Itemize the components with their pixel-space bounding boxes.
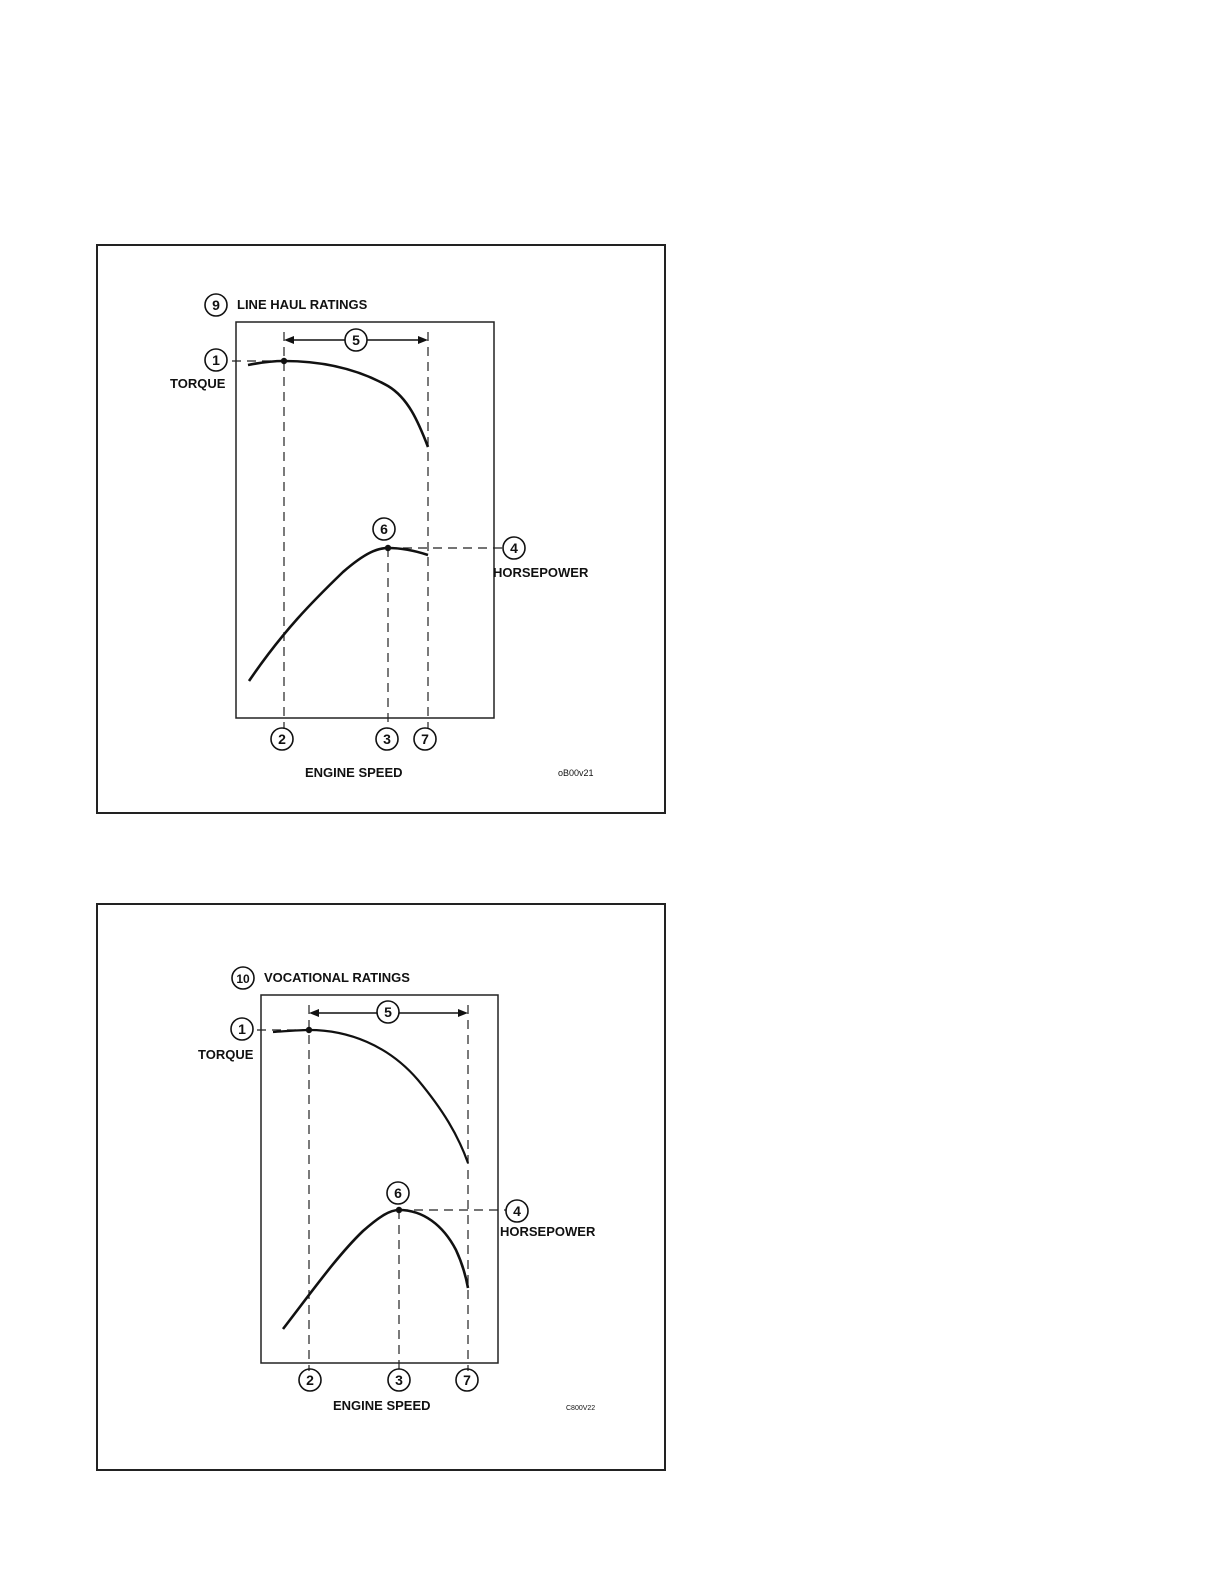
- callout-speed-peak-hp: 3: [395, 1372, 403, 1388]
- horsepower-label: HORSEPOWER: [500, 1224, 596, 1239]
- horsepower-curve: [283, 1210, 468, 1329]
- torque-label: TORQUE: [170, 376, 226, 391]
- callout-hp-peak-point: 6: [394, 1185, 402, 1201]
- horsepower-label: HORSEPOWER: [493, 565, 589, 580]
- callout-speed-high: 7: [421, 731, 429, 747]
- plot-frame: [236, 322, 494, 718]
- figure-id: oB00v21: [558, 768, 594, 778]
- vocational-diagram: [98, 905, 668, 1473]
- callout-hp-peak: 4: [510, 540, 518, 556]
- torque-label: TORQUE: [198, 1047, 254, 1062]
- callout-speed-low: 2: [306, 1372, 314, 1388]
- callout-hp-peak: 4: [513, 1203, 521, 1219]
- callout-speed-peak-hp: 3: [383, 731, 391, 747]
- diagram-title: LINE HAUL RATINGS: [237, 297, 368, 312]
- diagram-title: VOCATIONAL RATINGS: [264, 970, 410, 985]
- plot-frame: [261, 995, 498, 1363]
- guide-lines: [232, 332, 503, 729]
- title-number: 10: [236, 972, 250, 986]
- torque-peak-point: [306, 1027, 312, 1033]
- horsepower-curve: [249, 548, 428, 681]
- line-haul-diagram-panel: [96, 244, 666, 814]
- hp-peak-point: [396, 1207, 402, 1213]
- figure-id: C800V22: [566, 1405, 596, 1412]
- callout-speed-low: 2: [278, 731, 286, 747]
- callout-range: 5: [352, 332, 360, 348]
- callout-hp-peak-point: 6: [380, 521, 388, 537]
- torque-curve: [248, 361, 428, 447]
- xaxis-label: ENGINE SPEED: [305, 765, 403, 780]
- vocational-diagram-panel: [96, 903, 666, 1471]
- line-haul-diagram: [98, 246, 668, 816]
- title-number: 9: [212, 297, 220, 313]
- hp-peak-point: [385, 545, 391, 551]
- torque-curve: [273, 1030, 468, 1163]
- xaxis-label: ENGINE SPEED: [333, 1398, 431, 1413]
- torque-peak-point: [281, 358, 287, 364]
- callout-torque-peak: 1: [238, 1021, 246, 1037]
- callout-speed-high: 7: [463, 1372, 471, 1388]
- callout-range: 5: [384, 1004, 392, 1020]
- callout-torque-peak: 1: [212, 352, 220, 368]
